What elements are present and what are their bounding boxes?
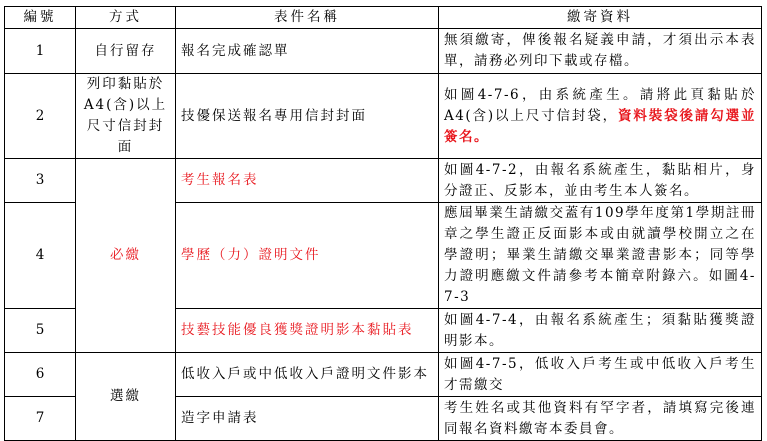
row-form-name: 學歷（力）證明文件 [176, 203, 439, 309]
row-info: 如圖4-7-2，由報名系統產生，黏貼相片，身分證正、反影本，並由考生本人簽名。 [439, 159, 762, 203]
row-form-name: 造字申請表 [176, 397, 439, 441]
row-num: 7 [5, 397, 76, 441]
header-info: 繳寄資料 [439, 7, 762, 29]
row-info: 如圖4-7-4，由報名系統產生；須黏貼獲獎證明影本。 [439, 309, 762, 353]
group-optional-label: 選繳 [76, 353, 176, 441]
header-num: 編號 [5, 7, 76, 29]
table-header-row [5, 7, 762, 29]
table-row [5, 74, 762, 159]
row-form-name: 報名完成確認單 [176, 29, 439, 74]
row-info [439, 74, 762, 159]
row-form-name: 低收入戶或中低收入戶證明文件影本 [176, 353, 439, 397]
row-form-name: 考生報名表 [176, 159, 439, 203]
table-row [5, 29, 762, 74]
table-row [5, 159, 762, 203]
header-method: 方式 [76, 7, 176, 29]
row-form-name: 技藝技能優良獲獎證明影本黏貼表 [176, 309, 439, 353]
header-form: 表件名稱 [176, 7, 439, 29]
row-num: 5 [5, 309, 76, 353]
row-num: 4 [5, 203, 76, 309]
group-required-label: 必繳 [76, 159, 176, 353]
row-info: 考生姓名或其他資料有罕字者，請填寫完後連同報名資料繳寄本委員會。 [439, 397, 762, 441]
row-info: 應屆畢業生請繳交蓋有109學年度第1學期註冊章之學生證正反面影本或由就讀學校開立之在學證明；畢業生請繳交畢業證書影本；同等學力證明應繳文件請參考本簡章附錄六。如圖4-7-3 [439, 203, 762, 309]
document-table [4, 6, 762, 441]
row-method: 自行留存 [76, 29, 176, 74]
row-num: 6 [5, 353, 76, 397]
row-method: 列印黏貼於A4(含)以上尺寸信封封面 [76, 74, 176, 159]
row-form-name: 技優保送報名專用信封封面 [176, 74, 439, 159]
row-num: 2 [5, 74, 76, 159]
row-info-text: 如圖4-7-6，由系統產生。請將此頁黏貼於A4(含)以上尺寸信封袋， [444, 86, 756, 124]
row-info-emphasis: 資料裝袋後請勾選並簽名。 [444, 107, 756, 145]
table-row [5, 353, 762, 397]
row-info: 如圖4-7-5，低收入戶考生或中低收入戶考生才需繳交 [439, 353, 762, 397]
row-info: 無須繳寄，俾後報名疑義申請，才須出示本表單，請務必列印下載或存檔。 [439, 29, 762, 74]
row-num: 1 [5, 29, 76, 74]
row-num: 3 [5, 159, 76, 203]
